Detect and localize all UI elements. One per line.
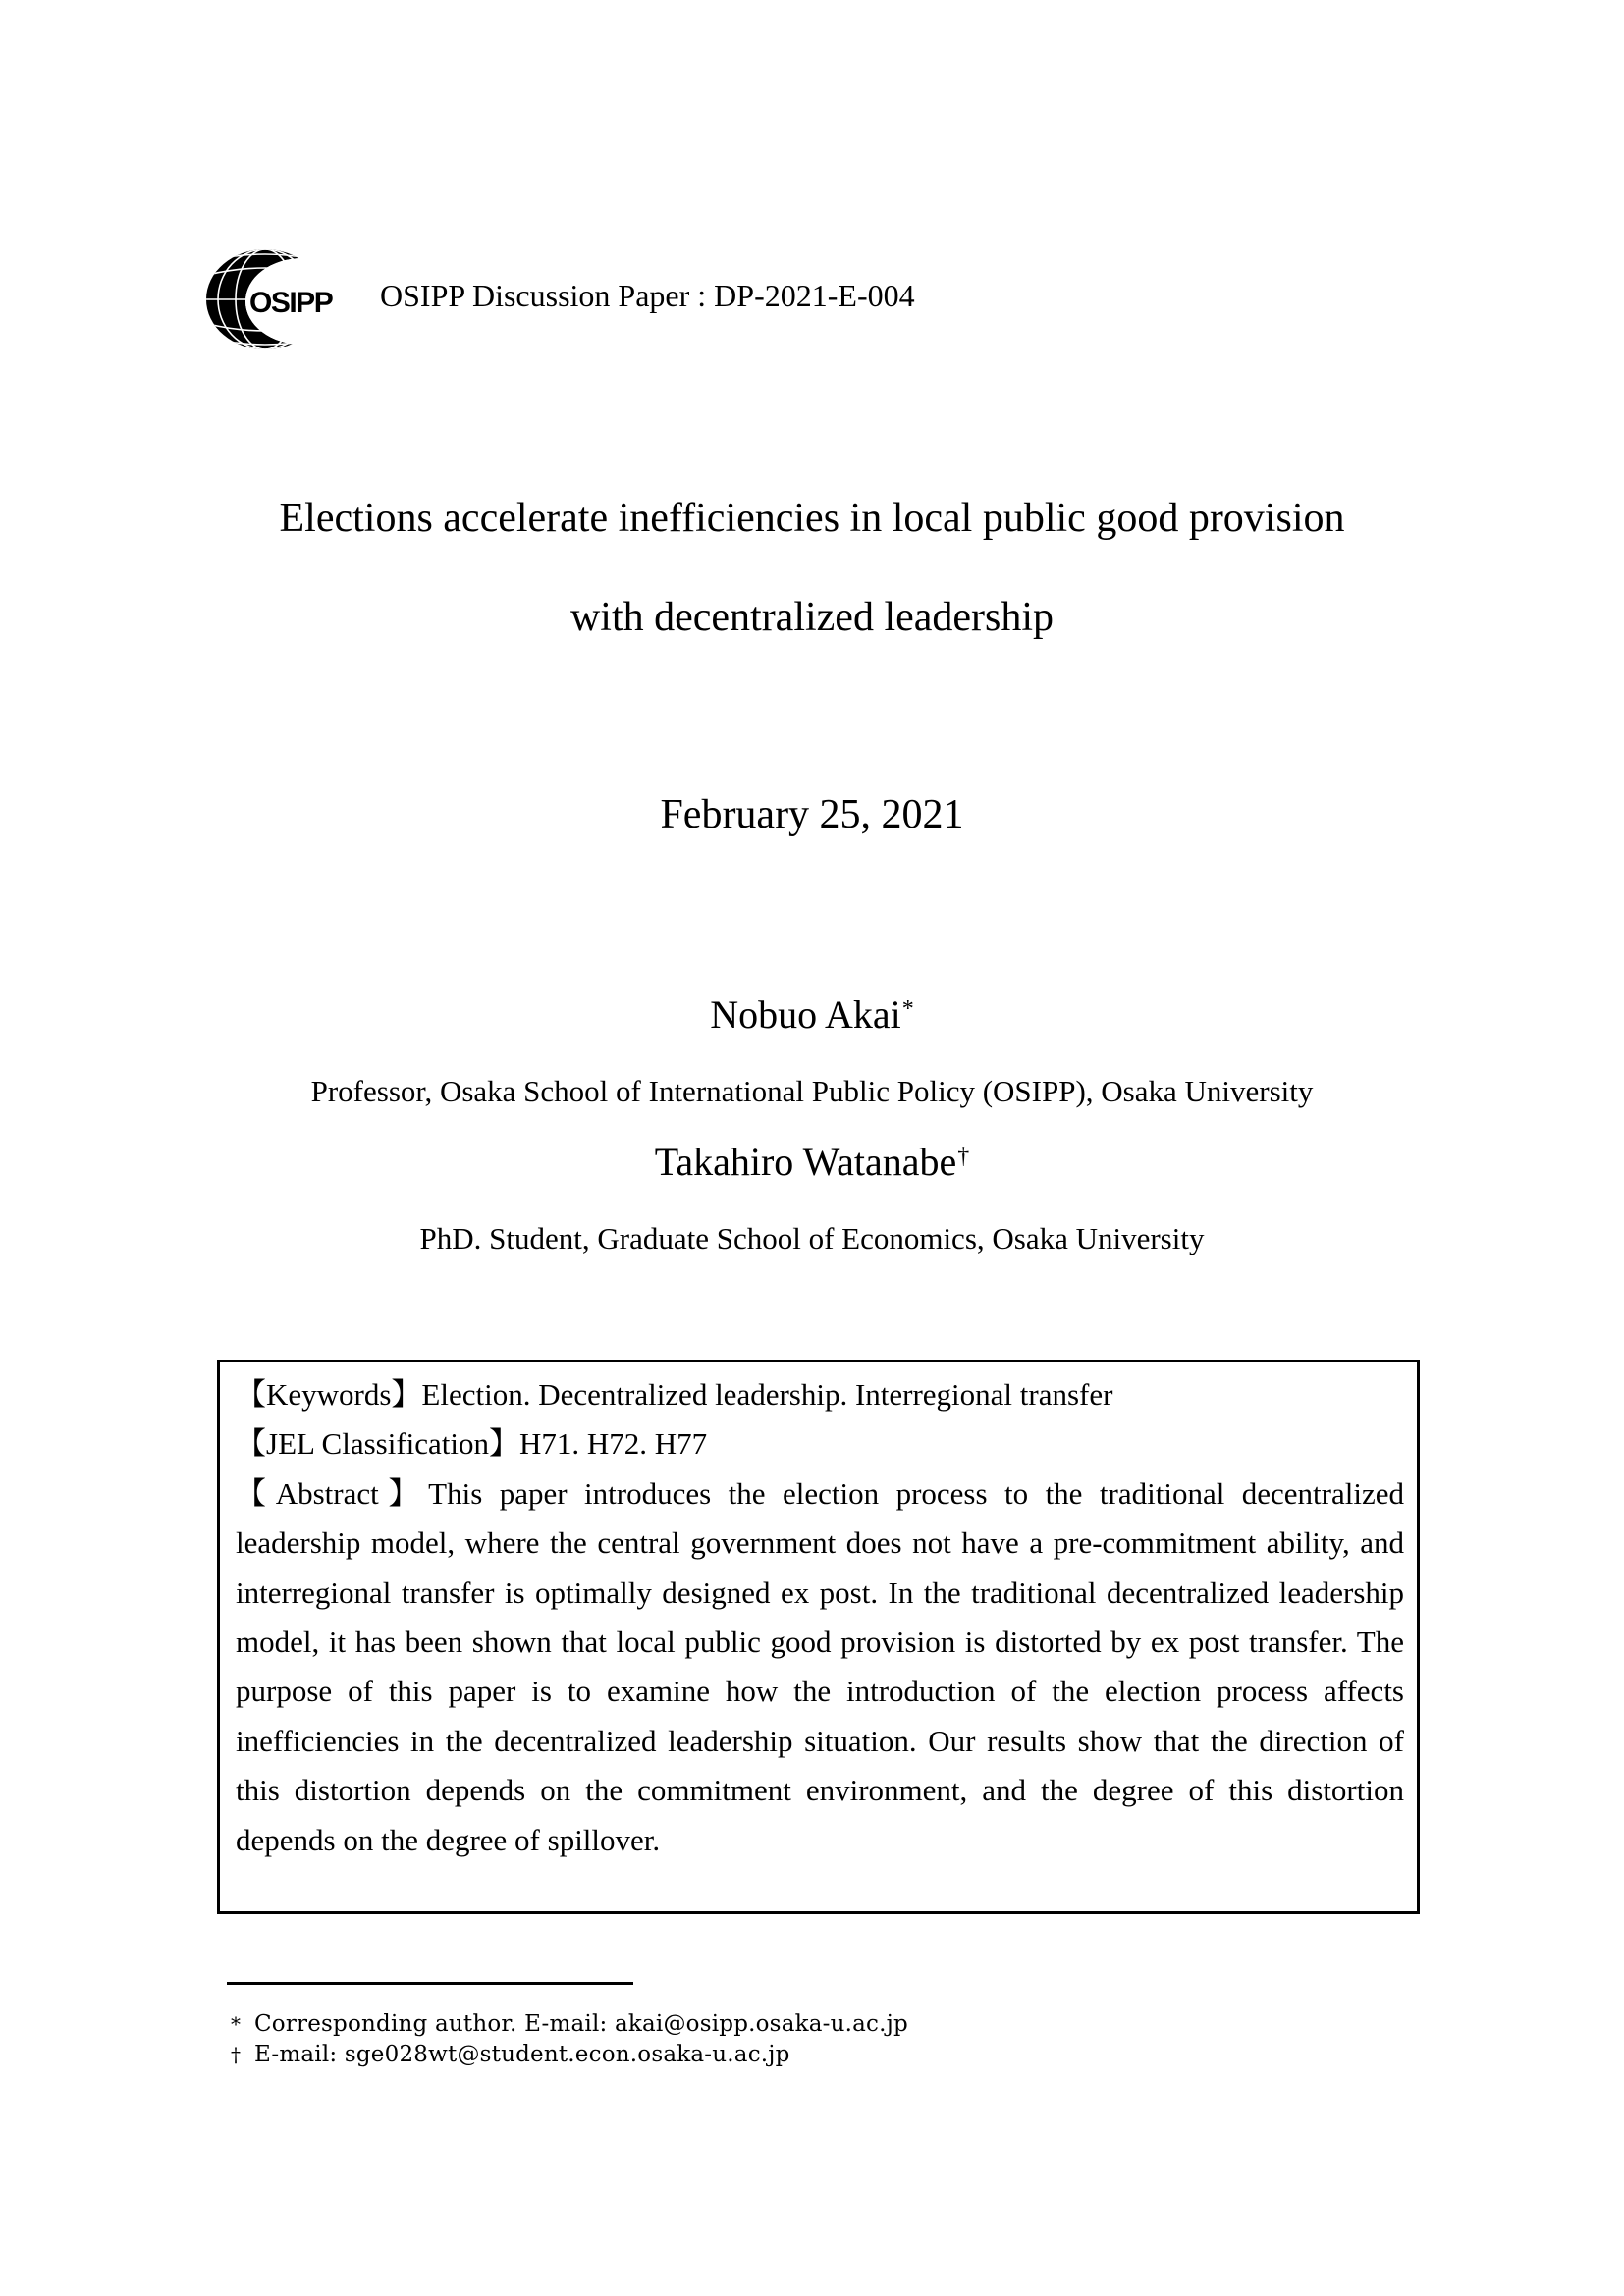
abstract-body: This paper introduces the election process to the traditional decentralized leadership model, where the central government does not have a pre-commitment ability, and interregional transfer is optimally designed ex post. In the traditional decentralized leadership model, it has been shown that local public good provision is distorted by ex post transfer. The purpose of this paper is to examine how the introduction of the election process affects inefficiencies in the decentralized leadership situation. Our results show that the direction of this distortion depends on the commitment environment, and the degree of this distortion depends on the degree of spillover. xyxy=(236,1475,1404,1857)
abstract-label: 【Abstract】 xyxy=(236,1475,429,1511)
footnote-mark: † xyxy=(231,2043,242,2066)
osipp-logo-icon xyxy=(204,247,357,351)
author-name-text: Nobuo Akai xyxy=(710,992,901,1037)
footnote xyxy=(231,2009,908,2039)
publication-date: February 25, 2021 xyxy=(660,792,964,837)
abstract-box xyxy=(217,1360,1420,1914)
author-name xyxy=(0,991,1624,1039)
jel-label: 【JEL Classification】 xyxy=(236,1426,520,1462)
keywords-line xyxy=(236,1370,1404,1419)
author-affiliation: Professor, Osaka School of International Public Policy (OSIPP), Osaka University xyxy=(310,1074,1314,1108)
author-affiliation: PhD. Student, Graduate School of Economics, Osaka University xyxy=(419,1221,1205,1255)
paper-title-line-2: with decentralized leadership xyxy=(569,595,1055,640)
author-name xyxy=(0,1139,1624,1186)
footnote-separator xyxy=(227,1982,633,1985)
keywords-label: 【Keywords】 xyxy=(236,1377,422,1412)
discussion-paper-series-label: OSIPP Discussion Paper : DP-2021-E-004 xyxy=(380,278,915,313)
jel-classification-line xyxy=(236,1419,1404,1468)
paper-title-line-1: Elections accelerate inefficiencies in local public good provision xyxy=(279,496,1345,541)
jel-value: H71. H72. H77 xyxy=(519,1426,708,1462)
footnote-text[interactable]: Corresponding author. E-mail: akai@osipp.osaka-u.ac.jp xyxy=(254,2011,908,2037)
footnote-mark: * xyxy=(231,2012,242,2036)
keywords-value: Election. Decentralized leadership. Interregional transfer xyxy=(421,1377,1113,1412)
abstract-paragraph xyxy=(236,1469,1404,1865)
logo-text: OSIPP xyxy=(249,287,333,319)
footnote-text[interactable]: E-mail: sge028wt@student.econ.osaka-u.ac.jp xyxy=(254,2042,790,2067)
footnote-marker-dagger[interactable]: † xyxy=(957,1144,970,1169)
abstract-box-content xyxy=(236,1370,1404,1865)
author-name-text: Takahiro Watanabe xyxy=(654,1140,957,1184)
footnote xyxy=(231,2040,790,2069)
footnote-marker-asterisk[interactable]: * xyxy=(901,996,914,1022)
